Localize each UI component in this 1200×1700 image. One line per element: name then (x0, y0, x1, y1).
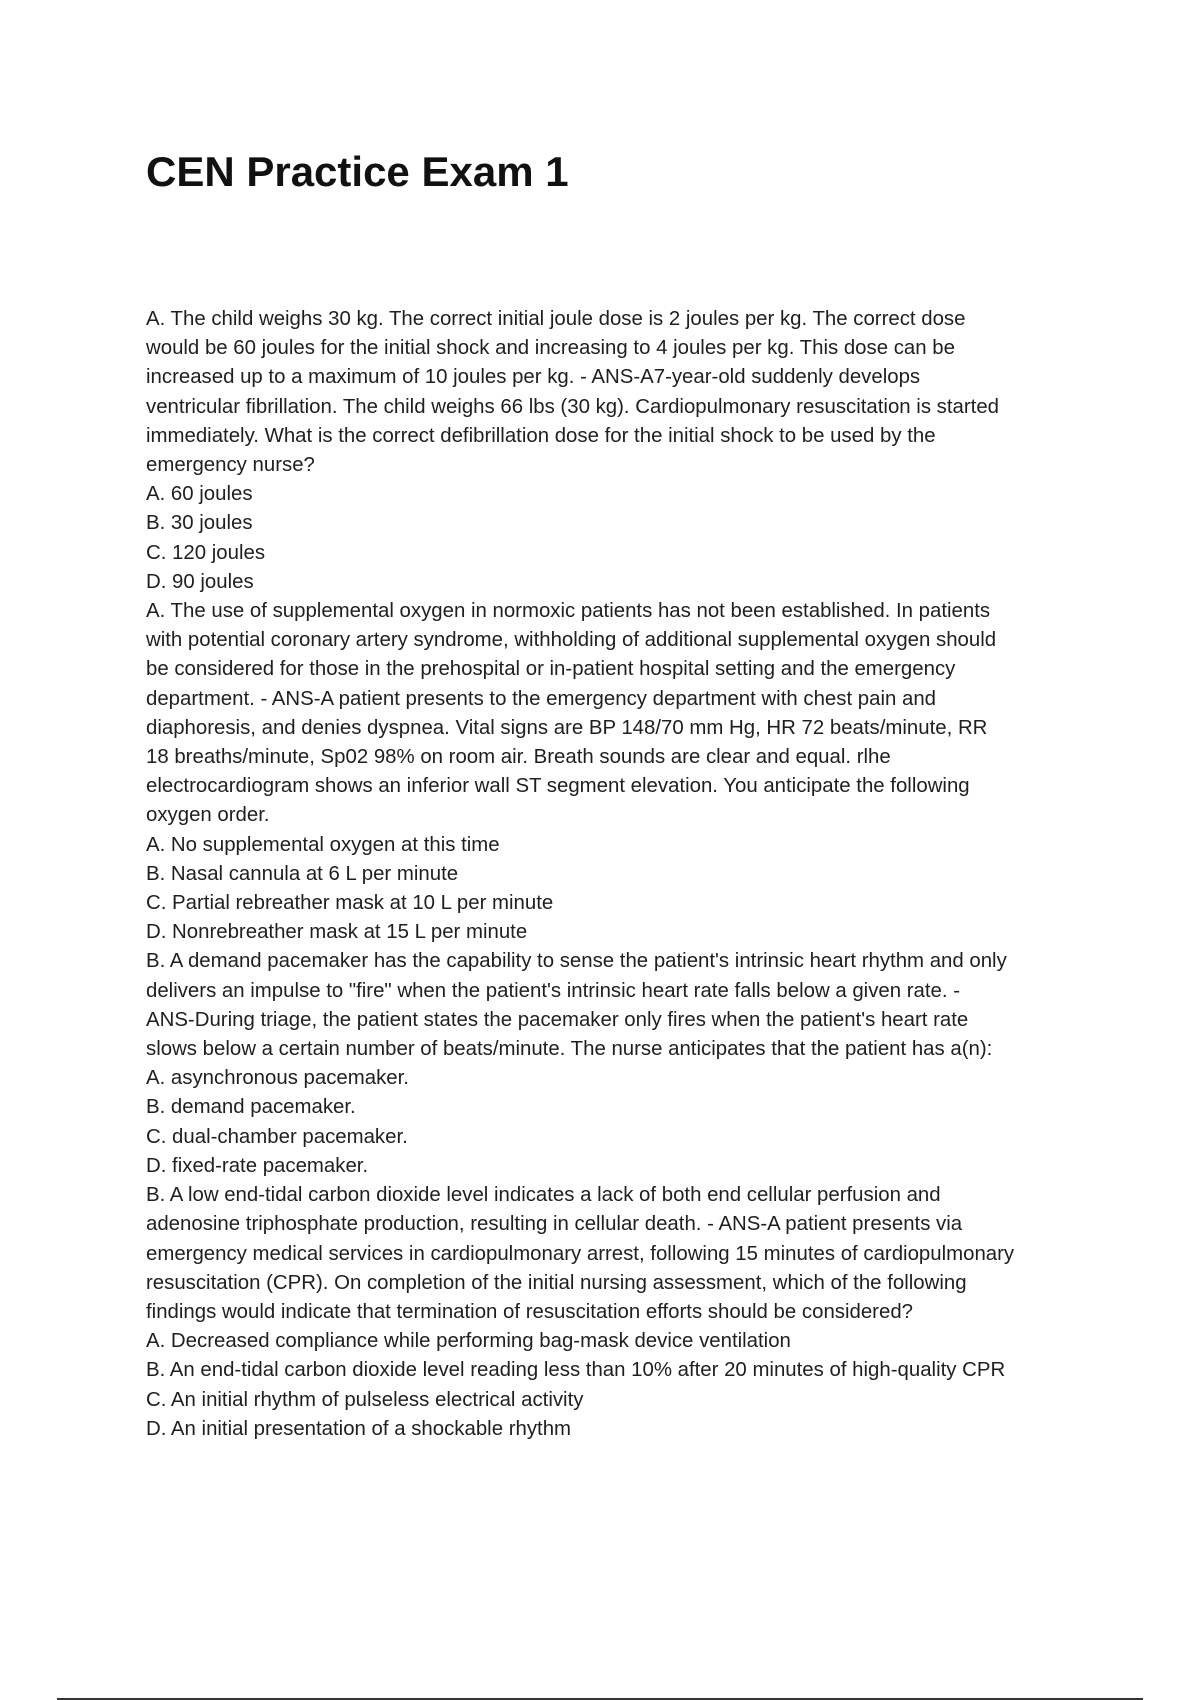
answer-option-a: A. Decreased compliance while performing bag-mask device ventilation (146, 1330, 791, 1353)
explanation-line: B. A low end-tidal carbon dioxide level indicates a lack of both end cellular perfusion and (146, 1184, 941, 1207)
explanation-line: oxygen order. (146, 804, 270, 827)
explanation-line: ventricular fibrillation. The child weighs 66 lbs (30 kg). Cardiopulmonary resuscitation is started (146, 395, 1000, 418)
answer-option-a: A. No supplemental oxygen at this time (146, 833, 500, 856)
exam-content (146, 305, 1096, 1444)
explanation-line: with potential coronary artery syndrome, withholding of additional supplemental oxygen should (146, 629, 997, 652)
explanation-line: ANS-During triage, the patient states the pacemaker only fires when the patient's heart rate (146, 1008, 969, 1031)
explanation-line: delivers an impulse to "fire" when the patient's intrinsic heart rate falls below a given rate. - (146, 979, 961, 1002)
explanation-line: would be 60 joules for the initial shock and increasing to 4 joules per kg. This dose can be (146, 337, 955, 360)
explanation-line: 18 breaths/minute, Sp02 98% on room air. Breath sounds are clear and equal. rlhe (146, 746, 891, 769)
answer-option-a: A. 60 joules (146, 483, 253, 506)
explanation-line: emergency nurse? (146, 454, 315, 477)
question-block-4 (146, 1181, 1096, 1444)
explanation-line: electrocardiogram shows an inferior wall ST segment elevation. You anticipate the following (146, 775, 970, 798)
explanation-line: increased up to a maximum of 10 joules per kg. - ANS-A7-year-old suddenly develops (146, 366, 921, 389)
answer-option-d: D. 90 joules (146, 570, 254, 593)
explanation-line: findings would indicate that termination of resuscitation efforts should be considered? (146, 1300, 913, 1323)
answer-option-b: B. An end-tidal carbon dioxide level reading less than 10% after 20 minutes of high-quality CPR (146, 1359, 1006, 1382)
page-title: CEN Practice Exam 1 (146, 148, 569, 195)
explanation-line: slows below a certain number of beats/minute. The nurse anticipates that the patient has a(n): (146, 1038, 993, 1061)
answer-option-b: B. demand pacemaker. (146, 1096, 356, 1119)
answer-option-c: C. 120 joules (146, 541, 266, 564)
explanation-line: B. A demand pacemaker has the capability to sense the patient's intrinsic heart rhythm and only (146, 950, 1007, 973)
explanation-line: diaphoresis, and denies dyspnea. Vital signs are BP 148/70 mm Hg, HR 72 beats/minute, RR (146, 716, 988, 739)
explanation-line: A. The child weighs 30 kg. The correct initial joule dose is 2 joules per kg. The correct dose (146, 308, 966, 330)
answer-option-b: B. Nasal cannula at 6 L per minute (146, 862, 459, 885)
answer-option-c: C. dual-chamber pacemaker. (146, 1125, 408, 1148)
question-block-3 (146, 947, 1096, 1181)
answer-option-a: A. asynchronous pacemaker. (146, 1067, 409, 1090)
explanation-line: department. - ANS-A patient presents to the emergency department with chest pain and (146, 687, 937, 710)
explanation-line: emergency medical services in cardiopulmonary arrest, following 15 minutes of cardiopulmonary (146, 1242, 1015, 1265)
answer-option-b: B. 30 joules (146, 512, 253, 535)
answer-option-c: C. An initial rhythm of pulseless electrical activity (146, 1388, 584, 1411)
answer-option-d: D. Nonrebreather mask at 15 L per minute (146, 921, 528, 944)
explanation-line: A. The use of supplemental oxygen in normoxic patients has not been established. In patients (146, 600, 991, 623)
explanation-line: be considered for those in the prehospital or in-patient hospital setting and the emergency (146, 658, 956, 681)
question-block-1 (146, 305, 1096, 597)
question-block-2 (146, 597, 1096, 947)
answer-option-c: C. Partial rebreather mask at 10 L per minute (146, 892, 554, 915)
explanation-line: adenosine triphosphate production, resulting in cellular death. - ANS-A patient presents via (146, 1213, 963, 1236)
answer-option-d: D. An initial presentation of a shockable rhythm (146, 1417, 572, 1440)
explanation-line: resuscitation (CPR). On completion of the initial nursing assessment, which of the following (146, 1271, 967, 1294)
answer-option-d: D. fixed-rate pacemaker. (146, 1154, 369, 1177)
explanation-line: immediately. What is the correct defibrillation dose for the initial shock to be used by the (146, 424, 936, 447)
